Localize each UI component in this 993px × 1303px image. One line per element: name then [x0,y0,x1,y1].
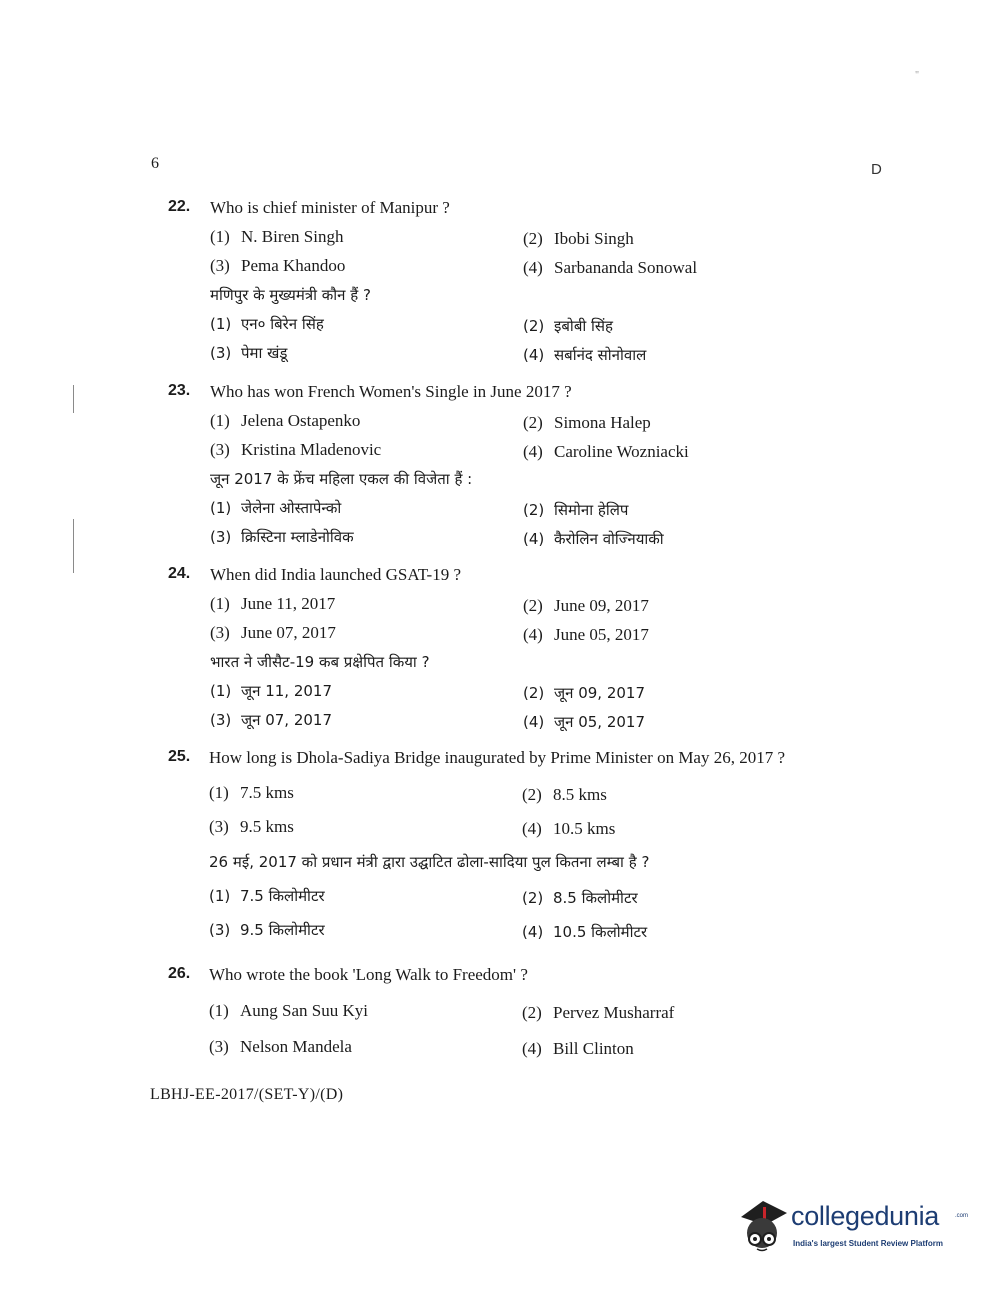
question-text-hindi: मणिपुर के मुख्यमंत्री कौन हैं ? [210,286,371,304]
option-number: (1) [210,227,230,246]
option-hindi-4 [523,529,664,549]
question-23 [168,382,888,552]
option-english-4 [522,1039,634,1059]
option-english-1 [210,411,360,431]
option-number: (2) [523,684,545,702]
mascot-icon [735,1195,791,1257]
question-number: 22. [168,198,191,215]
option-english-4 [523,625,649,645]
option-hindi-2 [522,888,638,908]
option-text: सर्बानंद सोनोवाल [554,346,647,364]
option-english-3 [210,256,345,276]
question-number: 26. [168,965,191,982]
option-number: (4) [523,346,545,364]
option-hindi-2 [523,683,645,703]
question-number: 24. [168,565,191,582]
option-text: Simona Halep [554,413,651,432]
option-text: क्रिस्टिना म्लाडेनोविक [241,528,354,546]
margin-line [73,385,74,413]
option-text: Kristina Mladenovic [241,440,382,459]
option-number: (3) [209,817,229,836]
option-text: 7.5 kms [240,783,294,802]
option-text: Aung San Suu Kyi [240,1001,368,1020]
option-number: (3) [210,440,230,459]
option-number: (1) [210,594,230,613]
question-text-hindi: जून 2017 के फ्रेंच महिला एकल की विजेता हैं : [210,470,473,488]
option-text: Jelena Ostapenko [241,411,361,430]
option-number: (2) [523,413,543,432]
option-hindi-3 [210,710,332,730]
option-hindi-4 [523,712,645,732]
option-number: (3) [210,528,232,546]
question-text-english: Who is chief minister of Manipur ? [210,198,450,217]
question-26 [168,965,888,1065]
page-number: 6 [151,155,159,172]
option-hindi-3 [210,527,354,547]
option-number: (2) [523,501,545,519]
option-hindi-4 [522,922,647,942]
option-text: जून 07, 2017 [241,711,333,729]
logo-wordmark: collegedunia [791,1201,940,1231]
question-number: 25. [168,748,191,765]
option-english-2 [523,596,649,616]
option-english-4 [523,442,689,462]
option-number: (3) [209,1037,229,1056]
question-text-english: How long is Dhola-Sadiya Bridge inaugurated by Prime Minister on May 26, 2017 ? [209,748,786,767]
option-hindi-4 [523,345,646,365]
option-text: 7.5 किलोमीटर [240,887,325,905]
option-text: सिमोना हेलिप [554,501,629,519]
option-number: (3) [210,711,232,729]
option-text: 9.5 kms [240,817,294,836]
option-text: जून 05, 2017 [554,713,646,731]
option-english-1 [210,594,335,614]
option-text: पेमा खंडू [241,344,288,362]
question-number: 23. [168,382,191,399]
option-number: (4) [522,923,544,941]
option-hindi-1 [209,886,325,906]
question-24 [168,565,888,735]
option-text: June 11, 2017 [241,594,336,613]
option-english-3 [209,817,294,837]
option-number: (3) [209,921,231,939]
question-text-english: Who wrote the book 'Long Walk to Freedom' ? [209,965,528,984]
option-number: (3) [210,344,232,362]
option-text: कैरोलिन वोज्नियाकी [554,530,664,548]
option-text: Sarbananda Sonowal [554,258,698,277]
option-hindi-1 [210,681,332,701]
option-english-1 [209,1001,368,1021]
option-english-3 [210,623,336,643]
question-text-hindi: भारत ने जीसैट-19 कब प्रक्षेपित किया ? [210,653,430,671]
option-text: इबोबी सिंह [554,317,614,335]
option-hindi-3 [209,920,325,940]
option-text: 9.5 किलोमीटर [240,921,325,939]
option-english-4 [522,819,615,839]
option-text: जून 11, 2017 [241,682,333,700]
question-25 [168,748,888,948]
option-text: जून 09, 2017 [554,684,646,702]
option-english-3 [210,440,381,460]
option-english-1 [209,783,294,803]
set-letter: D [871,161,882,178]
option-hindi-1 [210,314,324,334]
option-text: 8.5 kms [553,785,607,804]
option-number: (2) [523,596,543,615]
option-text: June 09, 2017 [554,596,649,615]
scan-mark: " [915,70,920,81]
option-english-2 [522,1003,674,1023]
question-22 [168,198,888,368]
option-english-3 [209,1037,352,1057]
option-english-2 [523,413,651,433]
option-text: 8.5 किलोमीटर [553,889,638,907]
option-text: Nelson Mandela [240,1037,352,1056]
option-number: (3) [210,623,230,642]
option-number: (4) [522,819,542,838]
option-hindi-1 [210,498,341,518]
option-text: Caroline Wozniacki [554,442,689,461]
option-number: (1) [210,315,232,333]
option-number: (3) [210,256,230,275]
question-text-english: When did India launched GSAT-19 ? [210,565,462,584]
option-number: (1) [209,1001,229,1020]
option-number: (4) [523,442,543,461]
option-hindi-3 [210,343,287,363]
option-hindi-2 [523,500,628,520]
question-text-english: Who has won French Women's Single in June 2017 ? [210,382,572,401]
option-text: June 05, 2017 [554,625,649,644]
option-text: N. Biren Singh [241,227,344,246]
logo-domain-suffix: .com [955,1213,969,1219]
option-number: (1) [210,682,232,700]
margin-line [73,519,74,573]
option-number: (4) [523,713,545,731]
option-number: (2) [522,1003,542,1022]
option-english-4 [523,258,697,278]
question-text-hindi: 26 मई, 2017 को प्रधान मंत्री द्वारा उद्घाटित ढोला-सादिया पुल कितना लम्बा है ? [209,853,650,871]
option-number: (2) [523,317,545,335]
option-number: (4) [523,625,543,644]
option-text: एन० बिरेन सिंह [241,315,324,333]
option-text: Pema Khandoo [241,256,346,275]
option-text: 10.5 किलोमीटर [553,923,648,941]
option-number: (4) [522,1039,542,1058]
option-english-2 [522,785,607,805]
collegedunia-logo [735,1195,969,1265]
option-english-1 [210,227,343,247]
option-text: Pervez Musharraf [553,1003,675,1022]
option-number: (1) [209,783,229,802]
option-hindi-2 [523,316,613,336]
option-number: (1) [210,411,230,430]
option-number: (2) [523,229,543,248]
option-number: (1) [210,499,232,517]
option-number: (2) [522,889,544,907]
option-text: 10.5 kms [553,819,616,838]
logo-tagline: India's largest Student Review Platform [793,1239,943,1248]
option-text: Ibobi Singh [554,229,634,248]
option-english-2 [523,229,634,249]
option-number: (4) [523,530,545,548]
option-text: June 07, 2017 [241,623,336,642]
option-text: जेलेना ओस्तापेन्को [241,499,342,517]
paper-code: LBHJ-EE-2017/(SET-Y)/(D) [150,1086,344,1103]
option-number: (1) [209,887,231,905]
option-number: (4) [523,258,543,277]
option-number: (2) [522,785,542,804]
option-text: Bill Clinton [553,1039,634,1058]
